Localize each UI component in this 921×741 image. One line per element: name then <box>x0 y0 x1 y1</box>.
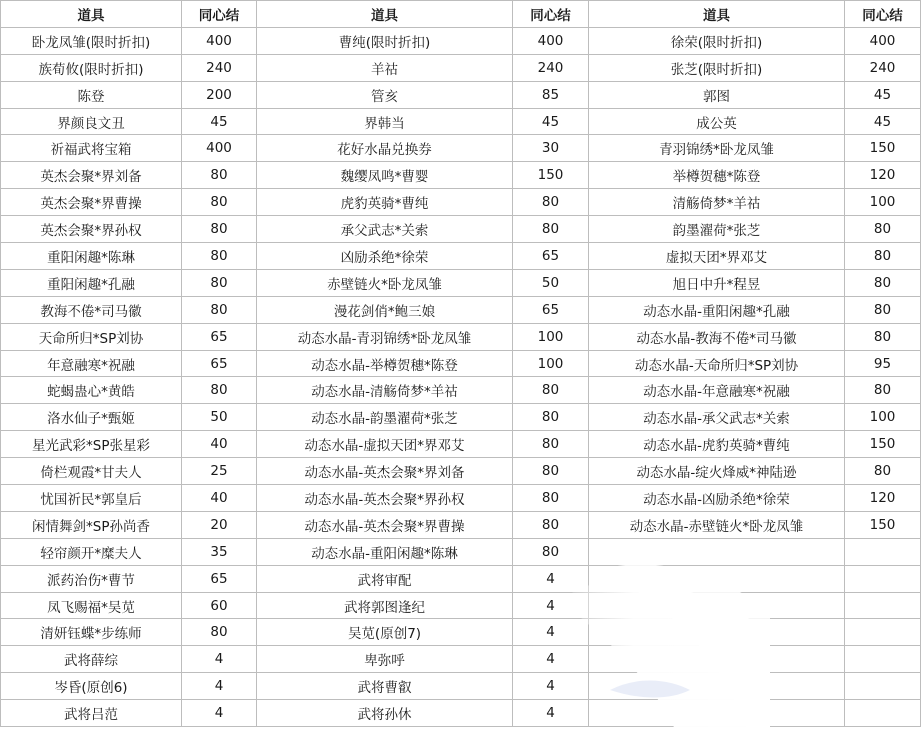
item-name-cell: 动态水晶-虎豹英骑*曹纯 <box>589 431 845 458</box>
item-name-cell: 动态水晶-英杰会聚*界孙权 <box>257 485 513 512</box>
table-row <box>1 404 921 431</box>
item-name-cell: 承父武志*关索 <box>257 216 513 243</box>
item-name-cell: 韵墨濯荷*张芝 <box>589 216 845 243</box>
item-price-cell: 30 <box>513 135 589 162</box>
item-price-cell <box>845 619 921 646</box>
item-name-cell: 曹纯(限时折扣) <box>257 27 513 54</box>
item-price-cell: 400 <box>182 135 257 162</box>
item-price-cell: 4 <box>513 619 589 646</box>
item-name-cell: 赤壁链火*卧龙凤雏 <box>257 269 513 296</box>
table-row <box>1 350 921 377</box>
item-name-cell: 祈福武将宝箱 <box>1 135 182 162</box>
header-item-3: 道具 <box>589 1 845 28</box>
item-price-cell: 240 <box>845 54 921 81</box>
item-name-cell: 武将曹叡 <box>257 673 513 700</box>
item-name-cell: 闲情舞剑*SP孙尚香 <box>1 511 182 538</box>
item-price-cell: 100 <box>845 404 921 431</box>
item-price-cell: 100 <box>513 350 589 377</box>
item-name-cell: 武将薛综 <box>1 646 182 673</box>
table-row <box>1 135 921 162</box>
item-price-cell: 80 <box>182 243 257 270</box>
item-price-cell: 50 <box>182 404 257 431</box>
header-value-2: 同心结 <box>513 1 589 28</box>
item-price-cell: 400 <box>182 27 257 54</box>
item-name-cell: 忧国祈民*郭皇后 <box>1 485 182 512</box>
item-price-cell: 45 <box>182 108 257 135</box>
item-price-cell <box>845 646 921 673</box>
item-name-cell <box>589 646 845 673</box>
item-name-cell: 动态水晶-教海不倦*司马徽 <box>589 323 845 350</box>
item-name-cell: 洛水仙子*甄姬 <box>1 404 182 431</box>
table-row <box>1 377 921 404</box>
item-price-cell: 80 <box>182 296 257 323</box>
item-name-cell <box>589 673 845 700</box>
item-price-cell: 80 <box>513 404 589 431</box>
header-value-3: 同心结 <box>845 1 921 28</box>
item-price-cell: 240 <box>513 54 589 81</box>
item-price-cell: 80 <box>845 323 921 350</box>
header-value-1: 同心结 <box>182 1 257 28</box>
item-price-cell: 80 <box>513 377 589 404</box>
table-row <box>1 646 921 673</box>
header-item-2: 道具 <box>257 1 513 28</box>
item-name-cell: 界颜良文丑 <box>1 108 182 135</box>
item-name-cell: 岑昏(原创6) <box>1 673 182 700</box>
item-name-cell: 动态水晶-赤壁链火*卧龙凤雏 <box>589 511 845 538</box>
item-price-cell: 80 <box>845 243 921 270</box>
item-name-cell: 旭日中升*程昱 <box>589 269 845 296</box>
item-name-cell: 羊祜 <box>257 54 513 81</box>
table-row <box>1 673 921 700</box>
item-name-cell: 天命所归*SP刘协 <box>1 323 182 350</box>
item-price-cell: 65 <box>513 243 589 270</box>
item-price-cell: 80 <box>845 216 921 243</box>
item-name-cell: 动态水晶-清觞倚梦*羊祜 <box>257 377 513 404</box>
item-price-cell: 65 <box>182 350 257 377</box>
item-name-cell: 蛇蝎蛊心*黄皓 <box>1 377 182 404</box>
table-row <box>1 431 921 458</box>
item-price-cell <box>845 673 921 700</box>
item-price-cell: 100 <box>845 189 921 216</box>
item-price-cell: 95 <box>845 350 921 377</box>
item-name-cell: 动态水晶-年意融寒*祝融 <box>589 377 845 404</box>
item-name-cell: 动态水晶-凶励杀绝*徐荣 <box>589 485 845 512</box>
item-price-cell: 25 <box>182 458 257 485</box>
item-price-cell: 45 <box>845 81 921 108</box>
table-row <box>1 296 921 323</box>
table-row <box>1 243 921 270</box>
item-price-cell: 80 <box>182 619 257 646</box>
item-name-cell: 陈登 <box>1 81 182 108</box>
item-name-cell: 轻帘颜开*糜夫人 <box>1 538 182 565</box>
item-name-cell: 徐荣(限时折扣) <box>589 27 845 54</box>
item-price-cell: 120 <box>845 485 921 512</box>
item-name-cell: 魏缨凤鸣*曹婴 <box>257 162 513 189</box>
table-row <box>1 269 921 296</box>
item-price-cell: 80 <box>182 162 257 189</box>
item-price-cell: 80 <box>845 377 921 404</box>
item-name-cell: 武将孙休 <box>257 700 513 727</box>
item-name-cell: 重阳闲趣*孔融 <box>1 269 182 296</box>
item-name-cell: 卑弥呼 <box>257 646 513 673</box>
item-price-cell: 4 <box>513 592 589 619</box>
item-name-cell <box>589 700 845 727</box>
item-name-cell: 教海不倦*司马徽 <box>1 296 182 323</box>
item-name-cell: 动态水晶-青羽锦绣*卧龙凤雏 <box>257 323 513 350</box>
table-row <box>1 323 921 350</box>
item-price-cell: 150 <box>845 135 921 162</box>
item-price-cell: 4 <box>182 700 257 727</box>
item-price-cell: 80 <box>845 296 921 323</box>
header-item-1: 道具 <box>1 1 182 28</box>
item-price-cell: 45 <box>513 108 589 135</box>
item-price-cell: 65 <box>182 565 257 592</box>
table-row <box>1 458 921 485</box>
item-name-cell: 重阳闲趣*陈琳 <box>1 243 182 270</box>
item-name-cell: 青羽锦绣*卧龙凤雏 <box>589 135 845 162</box>
item-name-cell: 星光武彩*SP张星彩 <box>1 431 182 458</box>
item-price-cell: 150 <box>513 162 589 189</box>
item-name-cell <box>589 565 845 592</box>
item-name-cell: 动态水晶-虚拟天团*界邓艾 <box>257 431 513 458</box>
item-name-cell: 清妍钰蝶*步练师 <box>1 619 182 646</box>
item-name-cell: 管亥 <box>257 81 513 108</box>
item-price-cell <box>845 565 921 592</box>
item-name-cell: 张芝(限时折扣) <box>589 54 845 81</box>
header-row <box>1 1 921 28</box>
item-price-cell: 80 <box>182 189 257 216</box>
item-price-cell: 45 <box>845 108 921 135</box>
item-price-cell: 80 <box>182 377 257 404</box>
item-price-cell: 4 <box>513 646 589 673</box>
item-price-cell <box>845 700 921 727</box>
item-name-cell: 花好水晶兑换券 <box>257 135 513 162</box>
item-name-cell: 族荀攸(限时折扣) <box>1 54 182 81</box>
item-name-cell: 英杰会聚*界刘备 <box>1 162 182 189</box>
item-price-cell: 200 <box>182 81 257 108</box>
item-price-cell: 400 <box>845 27 921 54</box>
table-row <box>1 81 921 108</box>
item-name-cell: 郭图 <box>589 81 845 108</box>
item-name-cell: 动态水晶-重阳闲趣*孔融 <box>589 296 845 323</box>
item-price-cell: 4 <box>513 565 589 592</box>
table-row <box>1 700 921 727</box>
item-name-cell: 吴苋(原创7) <box>257 619 513 646</box>
item-price-cell: 80 <box>845 458 921 485</box>
item-name-cell: 动态水晶-绽火烽威*神陆逊 <box>589 458 845 485</box>
item-price-cell: 4 <box>182 673 257 700</box>
item-name-cell: 武将吕范 <box>1 700 182 727</box>
item-price-cell: 4 <box>182 646 257 673</box>
item-price-cell: 60 <box>182 592 257 619</box>
item-price-cell: 80 <box>513 189 589 216</box>
item-name-cell: 动态水晶-重阳闲趣*陈琳 <box>257 538 513 565</box>
item-price-cell: 400 <box>513 27 589 54</box>
item-price-cell: 80 <box>513 485 589 512</box>
item-name-cell: 卧龙凤雏(限时折扣) <box>1 27 182 54</box>
table-row <box>1 619 921 646</box>
item-price-cell: 80 <box>182 269 257 296</box>
table-row <box>1 27 921 54</box>
item-name-cell: 派药治伤*曹节 <box>1 565 182 592</box>
item-name-cell: 倚栏观霞*甘夫人 <box>1 458 182 485</box>
item-name-cell: 动态水晶-英杰会聚*界刘备 <box>257 458 513 485</box>
item-name-cell <box>589 619 845 646</box>
table-row <box>1 538 921 565</box>
item-name-cell <box>589 592 845 619</box>
item-name-cell: 英杰会聚*界孙权 <box>1 216 182 243</box>
item-name-cell: 虎豹英骑*曹纯 <box>257 189 513 216</box>
table-row <box>1 54 921 81</box>
item-name-cell: 举樽贺穗*陈登 <box>589 162 845 189</box>
table-row <box>1 511 921 538</box>
table-row <box>1 592 921 619</box>
item-name-cell: 武将郭图逢纪 <box>257 592 513 619</box>
item-price-cell: 85 <box>513 81 589 108</box>
table-body <box>1 27 921 726</box>
item-price-cell: 80 <box>513 431 589 458</box>
item-name-cell: 动态水晶-举樽贺穗*陈登 <box>257 350 513 377</box>
table-row <box>1 565 921 592</box>
item-price-cell: 80 <box>513 511 589 538</box>
item-price-cell: 240 <box>182 54 257 81</box>
item-price-cell: 65 <box>182 323 257 350</box>
table-row <box>1 485 921 512</box>
item-name-cell: 动态水晶-英杰会聚*界曹操 <box>257 511 513 538</box>
item-name-cell: 动态水晶-天命所归*SP刘协 <box>589 350 845 377</box>
item-price-cell: 65 <box>513 296 589 323</box>
item-price-cell: 100 <box>513 323 589 350</box>
item-price-cell: 4 <box>513 700 589 727</box>
item-price-cell: 150 <box>845 431 921 458</box>
table-row <box>1 189 921 216</box>
table-row <box>1 162 921 189</box>
item-price-cell: 4 <box>513 673 589 700</box>
item-price-cell <box>845 592 921 619</box>
item-price-cell: 120 <box>845 162 921 189</box>
item-price-cell <box>845 538 921 565</box>
item-price-cell: 80 <box>513 216 589 243</box>
item-name-cell <box>589 538 845 565</box>
item-price-cell: 20 <box>182 511 257 538</box>
item-name-cell: 动态水晶-韵墨濯荷*张芝 <box>257 404 513 431</box>
table-row <box>1 216 921 243</box>
item-name-cell: 凶励杀绝*徐荣 <box>257 243 513 270</box>
item-name-cell: 英杰会聚*界曹操 <box>1 189 182 216</box>
item-name-cell: 虚拟天团*界邓艾 <box>589 243 845 270</box>
item-name-cell: 年意融寒*祝融 <box>1 350 182 377</box>
item-name-cell: 漫花剑俏*鲍三娘 <box>257 296 513 323</box>
item-price-cell: 40 <box>182 431 257 458</box>
item-name-cell: 成公英 <box>589 108 845 135</box>
item-name-cell: 武将审配 <box>257 565 513 592</box>
item-price-cell: 80 <box>513 538 589 565</box>
item-name-cell: 凤飞赐福*吴苋 <box>1 592 182 619</box>
item-price-cell: 50 <box>513 269 589 296</box>
item-name-cell: 清觞倚梦*羊祜 <box>589 189 845 216</box>
item-price-cell: 80 <box>513 458 589 485</box>
table-header <box>1 1 921 28</box>
table-row <box>1 108 921 135</box>
item-name-cell: 界韩当 <box>257 108 513 135</box>
item-price-cell: 40 <box>182 485 257 512</box>
item-price-cell: 150 <box>845 511 921 538</box>
item-price-cell: 80 <box>182 216 257 243</box>
item-price-cell: 35 <box>182 538 257 565</box>
item-name-cell: 动态水晶-承父武志*关索 <box>589 404 845 431</box>
item-price-cell: 80 <box>845 269 921 296</box>
